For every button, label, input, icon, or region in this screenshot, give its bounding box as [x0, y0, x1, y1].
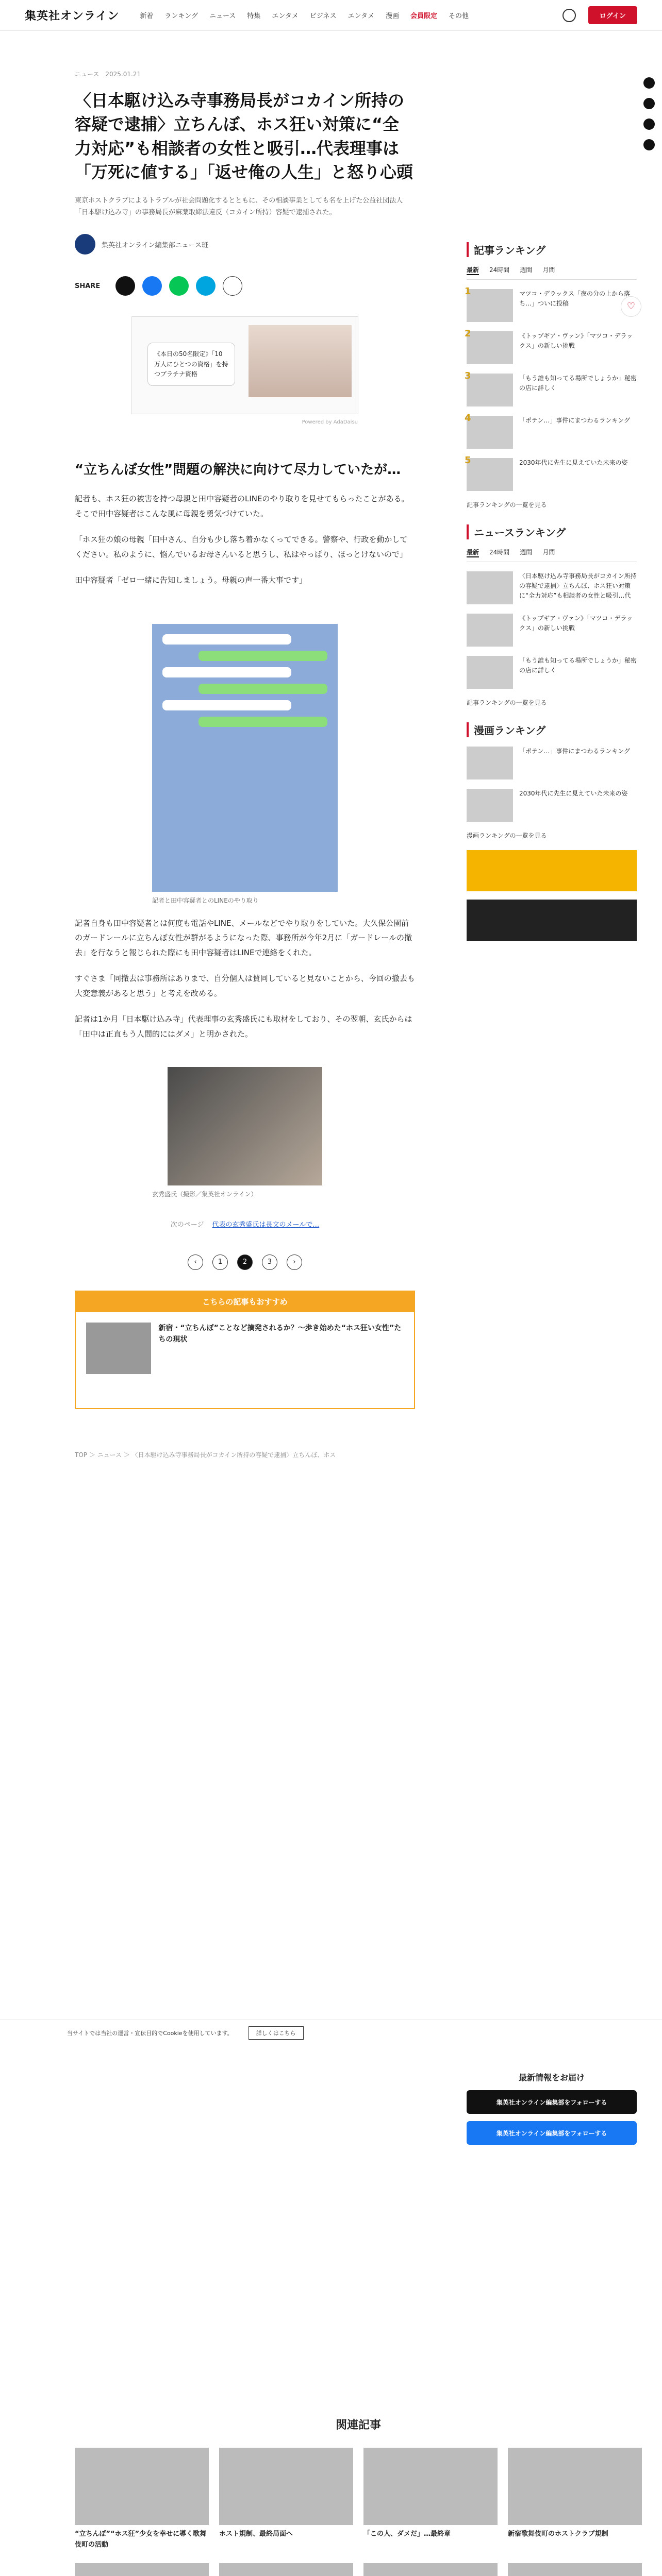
x-share-icon[interactable] [115, 276, 135, 296]
related-card[interactable]: ホスト規制、最終局面へ [219, 2448, 353, 2551]
ad-unit[interactable] [131, 316, 358, 426]
tab-latest[interactable]: 最新 [467, 265, 479, 275]
news-more-link[interactable]: 記事ランキングの一覧を見る [467, 699, 547, 706]
follow-title: 最新情報をお届け [518, 2073, 585, 2082]
recommend-text: 新宿・“立ちんぼ”ことなど摘発されるか？〜歩き始めた“ホス狂い女性”たちの現状 [158, 1324, 402, 1344]
related-card[interactable] [508, 2563, 642, 2576]
related-card[interactable]: “立ちんぼ”“ホス狂”少女を幸せに導く歌舞伎町の活動 [75, 2448, 209, 2551]
paragraph: 田中容疑者「ゼロ一緒に告知しましょう。母親の声一番大事です」 [75, 575, 307, 585]
facebook-share-icon[interactable] [142, 276, 162, 296]
next-page-icon[interactable]: › [287, 1255, 302, 1270]
follow-facebook-button[interactable]: 集英社オンライン編集部をフォローする [467, 2121, 637, 2145]
nav-item-news[interactable]: ニュース [209, 12, 236, 20]
nav-item-feature[interactable]: 特集 [247, 12, 261, 20]
nav-item-business[interactable]: ビジネス [309, 12, 337, 20]
login-button[interactable]: ログイン [588, 6, 637, 24]
ranking-thumb: 2 [467, 331, 513, 364]
cookie-button[interactable]: 詳しくはこちら [249, 2026, 304, 2040]
cookie-bar [0, 2020, 662, 2045]
share-label: SHARE [75, 282, 101, 290]
manga-text: 「ポテン…」事件にまつわるランキング [519, 748, 631, 755]
manga-item[interactable] [467, 747, 637, 779]
site-logo[interactable]: 集英社オンライン [25, 10, 120, 23]
promo-banner[interactable] [467, 850, 637, 891]
article-lead: 東京ホストクラブによるトラブルが社会問題化するとともに、その相談事業としても名を上げた公益社団法人「日本駆け込み寺」の事務局長が麻薬取締法違反（コカイン所持）容疑で逮捕された。 [75, 196, 403, 216]
nav-item-member[interactable]: 会員限定 [410, 12, 437, 20]
related-card[interactable] [219, 2563, 353, 2576]
ranking-thumb: 5 [467, 458, 513, 491]
related-card[interactable] [75, 2563, 209, 2576]
cookie-text: 当サイトでは当社の運営・宣伝目的でCookieを使用しています。 [67, 2029, 233, 2037]
recommend-title: こちらの記事もおすすめ [76, 1292, 414, 1312]
tab-24h[interactable]: 24時間 [489, 549, 510, 556]
related-card[interactable]: 「この人、ダメだ」…最終章 [363, 2448, 498, 2551]
author-name: 集英社オンライン編集部ニュース班 [102, 241, 208, 249]
pagination [75, 1255, 415, 1270]
next-label: 次のページ [170, 1221, 204, 1229]
main-nav [140, 10, 469, 20]
manga-ranking-title: 漫画ランキング [467, 722, 637, 737]
chat-bubble [162, 700, 291, 710]
ranking-tabs [467, 265, 637, 280]
nav-item-new[interactable]: 新着 [140, 12, 154, 20]
related-card[interactable] [363, 2563, 498, 2576]
promo-banner[interactable] [467, 900, 637, 941]
line-share-icon[interactable] [169, 276, 189, 296]
tab-latest[interactable]: 最新 [467, 548, 479, 557]
paragraph: 記者も、ホス狂の被害を持つ母親と田中容疑者のLINEのやり取りを見せてもらったことがある。そこで田中容疑者はこんな風に母親を勇気づけていた。 [75, 494, 409, 518]
breadcrumb[interactable]: TOP ＞ ニュース ＞ 〈日本駆け込み寺事務局長がコカイン所持の容疑で逮捕〉立ちんぼ、ホス [75, 1451, 336, 1459]
ranking-text: 「ポテン…」事件にまつわるランキング [519, 417, 631, 424]
chat-bubble [198, 651, 327, 661]
tab-monthly[interactable]: 月間 [542, 266, 555, 274]
hatena-share-icon[interactable] [196, 276, 216, 296]
follow-box [467, 2071, 637, 2145]
ranking-item[interactable] [465, 286, 637, 322]
next-title: 代表の玄秀盛氏は長文のメールで… [212, 1221, 320, 1229]
ad-powered: Powered by AdaDaisu [302, 419, 358, 426]
manga-more-link[interactable]: 漫画ランキングの一覧を見る [467, 832, 547, 839]
chat-bubble [198, 684, 327, 694]
paragraph: 記者は1か月「日本駆け込み寺」代表理事の玄秀盛氏にも取材をしており、その翌朝、玄氏からは「田中は正直もう人間的にはダメ」と明かされた。 [75, 1014, 412, 1039]
line-icon[interactable] [643, 118, 655, 130]
prev-page-icon[interactable]: ‹ [188, 1255, 203, 1270]
news-tabs [467, 548, 637, 562]
tab-monthly[interactable]: 月間 [542, 549, 555, 556]
tab-weekly[interactable]: 週間 [520, 266, 533, 274]
site-header [0, 0, 662, 31]
news-item[interactable] [467, 571, 637, 604]
ranking-thumb: 3 [467, 374, 513, 406]
recommend-box [75, 1291, 415, 1409]
facebook-icon[interactable] [643, 98, 655, 109]
ranking-text: 2030年代に先生に見えていた未来の姿 [519, 459, 628, 466]
page-2[interactable]: 2 [237, 1255, 253, 1270]
article-photo [168, 1067, 322, 1185]
next-page-link[interactable] [75, 1219, 415, 1229]
hatena-icon[interactable] [643, 139, 655, 150]
news-item[interactable] [467, 614, 637, 647]
ranking-item[interactable] [465, 328, 637, 364]
ranking-text: 《トップギア・ヴァン》「マツコ・デラックス」の新しい挑戦 [519, 332, 633, 350]
ranking-thumb: 4 [467, 416, 513, 449]
news-thumb [467, 614, 513, 647]
related-card[interactable]: 新宿歌舞伎町のホストクラブ規制 [508, 2448, 642, 2551]
ad-text: 《本日の50名限定》「10万人にひとつの資格」を持つプラチナ資格 [147, 343, 235, 386]
news-item[interactable] [467, 656, 637, 689]
tab-24h[interactable]: 24時間 [489, 266, 510, 274]
image-caption: 玄秀盛氏（撮影／集英社オンライン） [152, 1191, 257, 1198]
nav-item-ranking[interactable]: ランキング [164, 12, 198, 20]
ranking-more-link[interactable]: 記事ランキングの一覧を見る [467, 501, 547, 509]
chat-bubble [162, 634, 291, 645]
related-grid [75, 2448, 642, 2576]
share-bar [75, 276, 415, 296]
ranking-text: 「もう誰も知ってる場所でしょうか」秘密の店に詳しく [519, 375, 637, 392]
news-thumb [467, 656, 513, 689]
nav-item-manga[interactable]: 漫画 [385, 12, 399, 20]
nav-item-entame[interactable]: エンタメ [272, 12, 299, 20]
chat-bubble [162, 667, 291, 677]
page-1[interactable]: 1 [212, 1255, 228, 1270]
related-section [75, 2385, 642, 2576]
x-icon[interactable] [643, 77, 655, 89]
avatar [75, 234, 95, 255]
paragraph: すぐさま「同撤去は事務所はありまで、自分個人は賛同していると見ないことから、今回の撤去も大変意義があると思う」と考えを改める。 [75, 974, 415, 998]
manga-text: 2030年代に先生に見えていた未来の姿 [519, 790, 628, 797]
paragraph: 記者自身も田中容疑者とは何度も電話やLINE、メールなどでやり取りをしていた。大久保公園前のガードレールに立ちんぼ女性が群がるようになった際、事務所が今年2月に「ガードレールの撤去」を行なうと報じられた際にも田中容疑者はLINEで連絡をくれた。 [75, 918, 412, 957]
ranking-title: 記事ランキング [467, 242, 637, 257]
link-share-icon[interactable] [223, 276, 242, 296]
floating-share [643, 77, 655, 150]
line-screenshot [152, 624, 338, 892]
nav-item-other[interactable]: その他 [448, 12, 469, 20]
tab-weekly[interactable]: 週間 [520, 549, 533, 556]
search-icon[interactable] [562, 9, 576, 22]
news-thumb [467, 571, 513, 604]
section-heading: “立ちんぼ女性”問題の解決に向けて尽力していたが… [75, 462, 401, 478]
follow-x-button[interactable]: 集英社オンライン編集部をフォローする [467, 2090, 637, 2114]
related-title: 関連記事 [335, 2419, 381, 2432]
news-text: 《トップギア・ヴァン》「マツコ・デラックス」の新しい挑戦 [519, 615, 633, 632]
paragraph: 「ホス狂の娘の母親「田中さん、自分も少し落ち着かなくってできる。警察や、行政を動かしてください。私のように、悩んでいるお母さんいると思うし、私はやっぱり、ほっとけないので」 [75, 535, 408, 559]
manga-thumb [467, 747, 513, 779]
news-ranking-title: ニュースランキング [467, 524, 637, 539]
ranking-thumb: 1 [467, 289, 513, 322]
recommend-item[interactable] [76, 1312, 414, 1384]
news-text: 〈日本駆け込み寺事務局長がコカイン所持の容疑で逮捕〉立ちんぼ、ホス狂い対策に“全力対応”も相談者の女性と吸引…代 [519, 572, 637, 600]
article [75, 70, 415, 1459]
article-title: 〈日本駆け込み寺事務局長がコカイン所持の容疑で逮捕〉立ちんぼ、ホス狂い対策に“全力対応”も相談者の女性と吸引…代表理事は「万死に値する」「返せ俺の人生」と怒り心頭 [75, 91, 413, 182]
chat-bubble [198, 717, 327, 727]
article-meta: ニュース 2025.01.21 [75, 71, 141, 78]
ranking-item[interactable] [465, 455, 637, 491]
ranking-item[interactable] [465, 370, 637, 406]
sidebar [467, 227, 637, 941]
author[interactable] [75, 234, 415, 255]
image-caption: 記者と田中容疑者とのLINEのやり取り [152, 896, 259, 904]
news-text: 「もう誰も知ってる場所でしょうか」秘密の店に詳しく [519, 657, 637, 674]
ranking-item[interactable] [465, 413, 637, 449]
recommend-thumb [86, 1323, 151, 1374]
nav-item-entame2[interactable]: エンタメ [347, 12, 374, 20]
manga-thumb [467, 789, 513, 822]
manga-item[interactable] [467, 789, 637, 822]
ranking-text: マツコ・デラックス「夜の分の上から落ち…」ついに投稿 [519, 290, 631, 308]
heart-icon[interactable]: ♡ [621, 296, 641, 317]
ad-image [249, 325, 352, 397]
page-3[interactable]: 3 [262, 1255, 277, 1270]
